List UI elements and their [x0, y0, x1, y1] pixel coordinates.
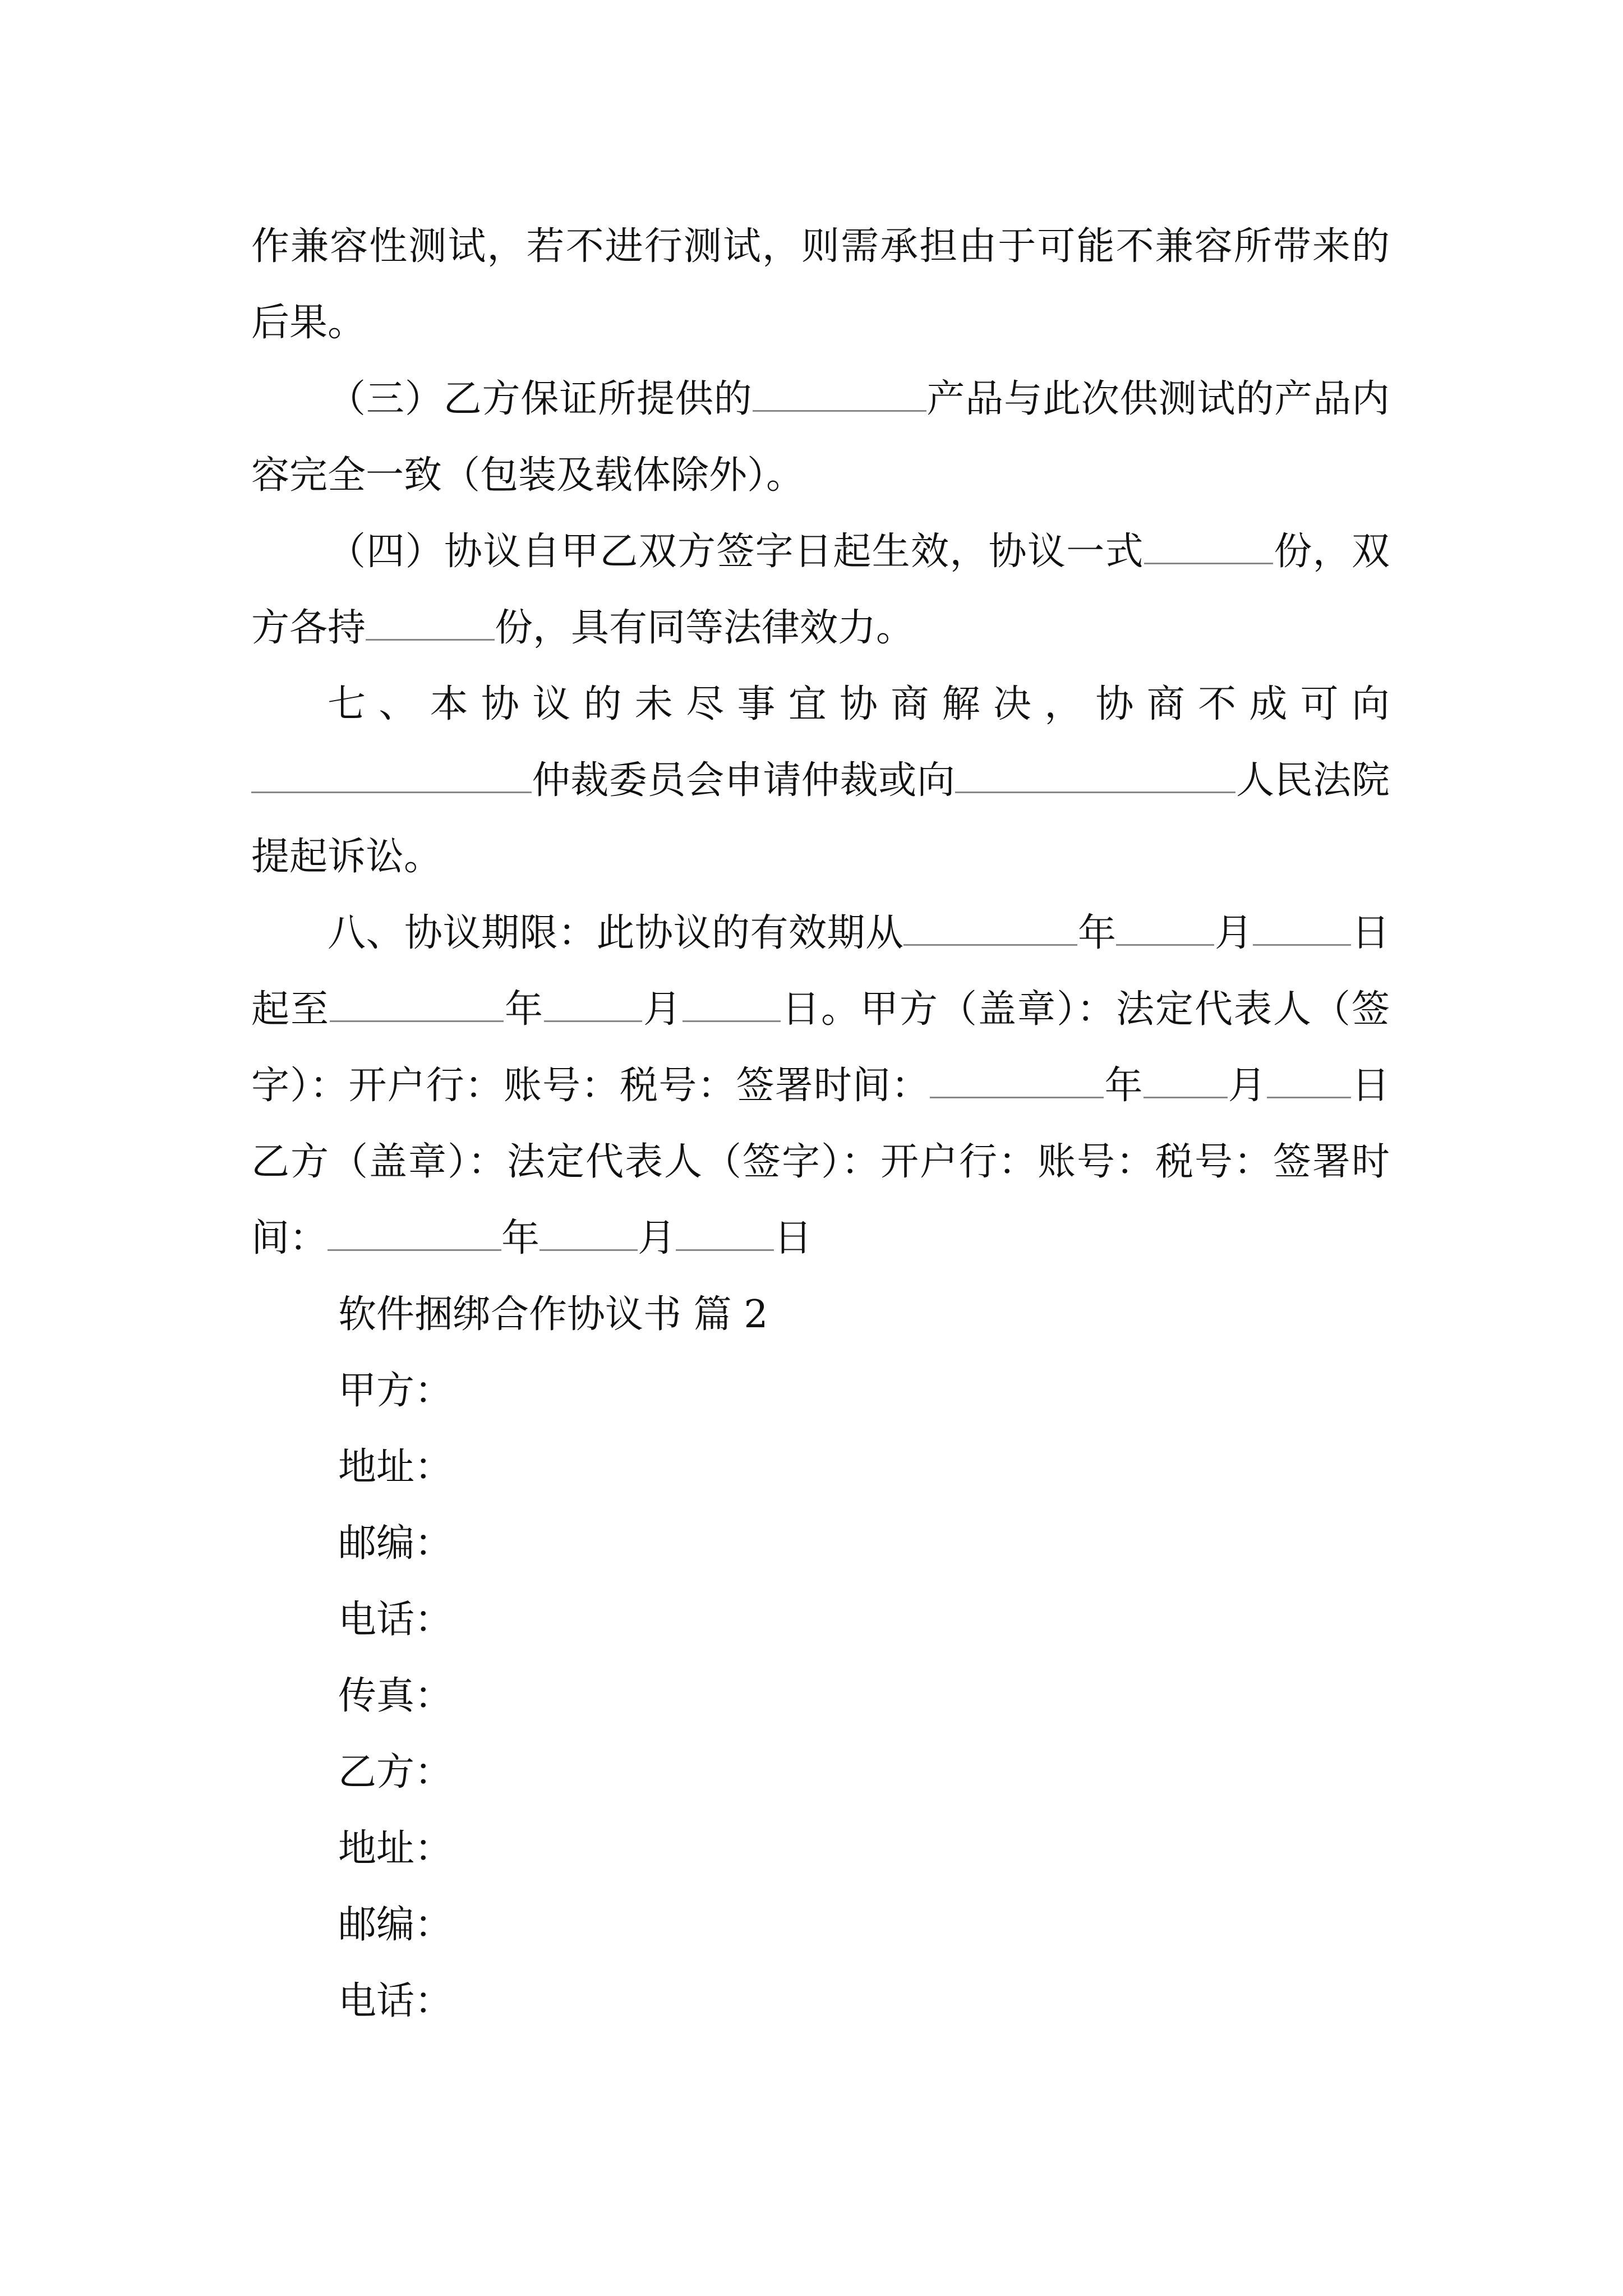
text: 月 — [1214, 911, 1253, 955]
text: 份，具有同等法律效力。 — [495, 606, 915, 650]
field-address-b: 地址： — [338, 1826, 453, 1871]
text: 份，双方各持 — [251, 530, 1390, 650]
text: 日。甲方（盖章）：法定代表人（签字）：开户行：账号：税号：签署时间： — [251, 987, 1390, 1108]
blank-start-day — [1253, 909, 1351, 946]
blank-party-a-year — [930, 1062, 1104, 1098]
text: 产品与此次供测试的产品内容完全一致（包装及载体除外）。 — [251, 377, 1390, 498]
paragraph-compatibility — [251, 209, 1390, 361]
text: 日起至 — [251, 911, 1390, 1032]
text: 年 — [1077, 911, 1117, 955]
field-fax-a: 传真： — [338, 1674, 453, 1718]
text: 月 — [642, 987, 683, 1032]
field-postcode-a: 邮编： — [338, 1521, 453, 1566]
blank-end-year — [330, 986, 504, 1022]
field-address-a: 地址： — [338, 1445, 453, 1489]
text: 年 — [504, 987, 544, 1032]
paragraph-disputes — [251, 666, 1390, 895]
blank-copies — [1144, 528, 1273, 564]
blank-party-b-year — [328, 1214, 501, 1251]
text: 八、协议期限：此协议的有效期从 — [328, 911, 904, 955]
field-party-a: 甲方： — [338, 1369, 453, 1413]
blank-product — [753, 375, 926, 412]
blank-end-day — [683, 986, 781, 1022]
text: 人民法院提起诉讼。 — [251, 758, 1390, 879]
document-body — [251, 209, 1390, 2040]
text: 作兼容性测试，若不进行测试，则需承担由于可能不兼容所带来的后果。 — [251, 224, 1390, 345]
text: （四）协议自甲乙双方签字日起生效，协议一式 — [328, 530, 1144, 574]
text: 年 — [501, 1216, 540, 1260]
blank-end-month — [544, 986, 642, 1022]
field-postcode-b: 邮编： — [338, 1903, 453, 1947]
text: 七、本协议的未尽事宜协商解决，协商不成可向 — [328, 682, 1390, 726]
blank-start-year — [903, 909, 1077, 946]
text: 日乙方（盖章）：法定代表人（签字）：开户行：账号：税号：签署时间： — [251, 1064, 1390, 1260]
blank-copies-each — [366, 604, 495, 641]
blank-party-a-day — [1267, 1062, 1351, 1098]
text: 月 — [638, 1216, 676, 1260]
blank-court — [955, 757, 1235, 793]
field-party-b: 乙方： — [338, 1750, 453, 1795]
text: 日 — [774, 1216, 813, 1260]
text: 年 — [1104, 1064, 1144, 1108]
paragraph-effectiveness — [251, 514, 1390, 666]
blank-party-a-month — [1144, 1062, 1228, 1098]
text: （三）乙方保证所提供的 — [328, 377, 753, 421]
field-phone-b: 电话： — [338, 1979, 453, 2023]
paragraph-term — [251, 895, 1390, 1277]
text: 月 — [1227, 1064, 1267, 1108]
field-phone-a: 电话： — [338, 1598, 453, 1642]
blank-arbitration — [251, 757, 532, 793]
blank-start-month — [1116, 909, 1214, 946]
text: 仲裁委员会申请仲裁或向 — [532, 758, 956, 803]
blank-party-b-day — [676, 1214, 774, 1251]
paragraph-product-consistency — [251, 361, 1390, 514]
section-title: 软件捆绑合作协议书 篇 2 — [338, 1292, 768, 1337]
blank-party-b-month — [540, 1214, 638, 1251]
